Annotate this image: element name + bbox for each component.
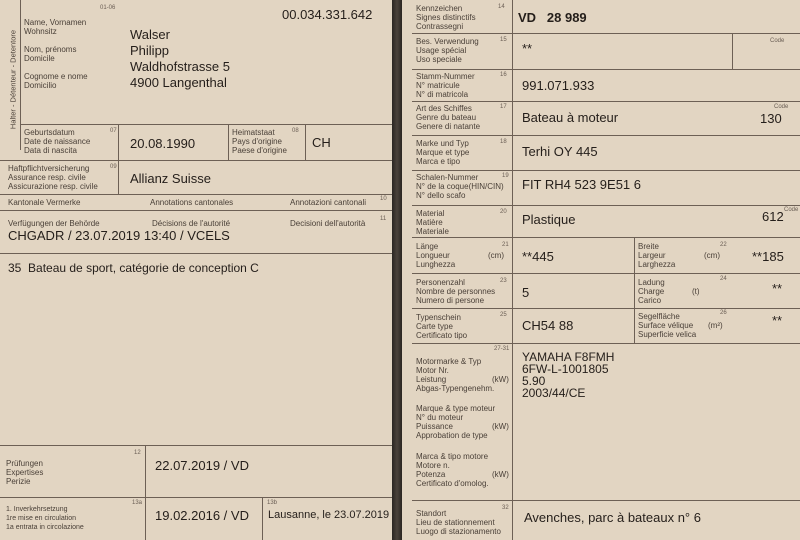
material-code: 612 <box>762 209 784 224</box>
engine-labels-fr: Marque & type moteur N° du moteur Puissance Approbation de type <box>416 404 496 440</box>
engine-number: 6FW-L-1001805 <box>522 362 609 376</box>
cantonal-notes-fr: Annotations cantonales <box>150 198 234 207</box>
authority-decision: CHGADR / 23.07.2019 13:40 / VCELS <box>8 228 230 243</box>
place-date: Lausanne, le 23.07.2019 <box>268 509 390 521</box>
width-unit: (cm) <box>704 251 720 260</box>
margin-line <box>20 0 21 150</box>
type-certificate-label: Typenschein Carte type Certificato tipo <box>416 313 468 340</box>
engine-labels-it: Marca & tipo motore Motore n. Potenza Certificato d'omolog. <box>416 452 489 488</box>
holder-line-3: Waldhofstrasse 5 <box>130 59 230 74</box>
origin-label: Heimatstaat Pays d'origine Paese d'origine <box>232 128 287 155</box>
first-registration-value: 19.02.2016 / VD <box>155 508 249 523</box>
power-unit-it: (kW) <box>492 470 509 479</box>
material-label: Material Matière Materiale <box>416 209 449 236</box>
width-label: Breite Largeur Larghezza <box>638 242 676 269</box>
vertical-holder-label: Halter - Détenteur - Detentore <box>8 29 18 130</box>
load-unit: (t) <box>692 287 700 296</box>
sail-area-label: Segelfläche Surface vélique Superficie velica <box>638 312 697 339</box>
boat-type: Bateau à moteur <box>522 110 619 125</box>
engine-labels-de: Motormarke & Typ Motor Nr. Leistung Abgas-Typengenehm. <box>416 357 495 393</box>
inspection-label: Prüfungen Expertises Perizie <box>6 459 44 486</box>
registration-number-label: Stamm-Nummer N° matricule N° di matricola <box>416 72 475 99</box>
length-unit: (cm) <box>488 251 504 260</box>
decisions-fr: Décisions de l'autorité <box>152 219 231 228</box>
engine-make: YAMAHA F8FMH <box>522 350 615 364</box>
width-value: **185 <box>752 249 784 264</box>
cantonal-notes-de: Kantonale Vermerke <box>8 198 81 207</box>
usage-value: ** <box>522 41 533 56</box>
load-label: Ladung Charge Carico <box>638 278 665 305</box>
decisions-de: Verfügungen der Behörde <box>8 219 100 228</box>
document-number: 00.034.331.642 <box>282 7 373 22</box>
boat-type-label: Art des Schiffes Genre du bateau Genere di natante <box>416 104 481 131</box>
berth-label: Standort Lieu de stationnement Luogo di stazionamento <box>416 509 501 536</box>
berth-value: Avenches, parc à bateaux n° 6 <box>524 510 701 525</box>
decisions-it: Decisioni dell'autorità <box>290 219 366 228</box>
length-label: Länge Longueur Lunghezza <box>416 242 456 269</box>
make-label: Marke und Typ Marque et type Marca e tipo <box>416 139 470 166</box>
holder-name-labels: Name, Vornamen Wohnsitz Nom, prénoms Domicile Cognome e nome Domicilio <box>24 18 88 90</box>
holder-line-4: 4900 Langenthal <box>130 75 227 90</box>
birth-date: 20.08.1990 <box>130 136 196 151</box>
length-value: **445 <box>522 249 554 264</box>
engine-approval: 2003/44/CE <box>522 386 586 400</box>
plate-label: Kennzeichen Signes distinctifs Contrassegni <box>416 4 476 31</box>
power-unit-fr: (kW) <box>492 422 509 431</box>
material-value: Plastique <box>522 212 576 227</box>
holder-page: Halter - Détenteur - Detentore 01-06 00.034.331.642 Name, Vornamen Wohnsitz Nom, prénoms Domicile Cognome e nome Domicilio Walser Philipp Waldhofstrasse 5 4900 Langenthal Geburtsdatum Date de naissance Data di nascita 07 20.08.1990 Heimatstaat Pays d'origine Paese d'origine 08 CH Haftpflichtversicherung Assurance resp. civile Assicurazione resp. civile 09 Allianz Suisse Kantonale Vermerke Annotations cantonales Annotazioni cantonali 10 Verfügungen der Behörde Décisions de l'autorité Decisioni dell'autorità 11 CHGADR / 23.07.2019 13:40 / VCELS 35 Bateau de sport, catégorie de conception C Prüfungen Expertises Perizie 12 22.07.2019 / VD 1. Inverkehrsetzung 1re mise en circulation 1a entrata in circolazione 13a 19.02.2016 / VD 13b Lausanne, le 23.07.2019 <box>0 0 392 540</box>
usage-label: Bes. Verwendung Usage spécial Uso speciale <box>416 37 479 64</box>
power-unit-de: (kW) <box>492 375 509 384</box>
persons-label: Personenzahl Nombre de personnes Numero di persone <box>416 278 496 305</box>
holder-line-2: Philipp <box>130 43 170 58</box>
insurance-value: Allianz Suisse <box>130 171 211 186</box>
boat-type-code: 130 <box>760 111 782 126</box>
sail-unit: (m²) <box>708 321 723 330</box>
type-certificate: CH54 88 <box>522 318 574 333</box>
field-number: 01-06 <box>100 5 116 11</box>
registration-number: 991.071.933 <box>522 78 595 93</box>
engine-power: 5.90 <box>522 374 546 388</box>
inspection-value: 22.07.2019 / VD <box>155 458 249 473</box>
origin-country: CH <box>312 135 331 150</box>
sail-area-value: ** <box>772 313 783 328</box>
holder-line-1: Walser <box>130 27 170 42</box>
plate-value: VD 28 989 <box>518 10 587 25</box>
load-value: ** <box>772 281 783 296</box>
category-text: 35 Bateau de sport, catégorie de conception C <box>8 261 259 275</box>
make-value: Terhi OY 445 <box>522 144 598 159</box>
insurance-label: Haftpflichtversicherung Assurance resp. civile Assicurazione resp. civile <box>8 164 98 191</box>
cantonal-notes-it: Annotazioni cantonali <box>290 198 367 207</box>
persons-value: 5 <box>522 285 530 300</box>
hull-number-label: Schalen-Nummer N° de la coque(HIN/CIN) N° dello scafo <box>416 173 504 200</box>
vessel-page: Kennzeichen Signes distinctifs Contrassegni 14 VD 28 989 Bes. Verwendung Usage spécial Uso speciale 15 ** Code Stamm-Nummer N° matricule N° di matricola 16 991.071.933 Art des Schiffes Genre du bateau Genere di natante 17 Bateau à moteur Code 130 Marke und Typ Marque et type Marca e tipo 18 Terhi OY 445 Schalen-Nummer N° de la coque(HIN/CIN) N° dello scafo 19 FIT RH4 523 9E51 6 Material Matière Materiale 20 Plastique Code 612 Länge Longueur Lunghezza (cm) 21 **445 Breite Largeur Larghezza (cm) 22 **185 Personenzahl Nombre de personnes Numero di persone 23 5 Ladung Charge Carico (t) 24 ** Typenschein Carte type Certificato tipo 25 CH54 88 Segelfläche Surface vélique Superficie velica (m²) 26 ** 27-31 Motormarke & Typ Motor Nr. Leistung Abgas-Typengenehm. (kW) YAMAHA F8FMH 6FW-L-1001805 5.90 2003/44/CE Marque & type moteur N° du moteur Puissance Approbation de type (kW) Marca & tipo motore Motore n. Potenza Certificato d'omolog. (kW) Standort Lieu de stationnement Luogo di stazionamento 32 Avenches, parc à bateaux n° 6 <box>402 0 800 540</box>
book-gutter <box>392 0 402 540</box>
first-registration-label: 1. Inverkehrsetzung 1re mise en circulation 1a entrata in circolazione <box>6 506 84 531</box>
hull-number: FIT RH4 523 9E51 6 <box>522 177 641 192</box>
birth-date-label: Geburtsdatum Date de naissance Data di nascita <box>24 128 91 155</box>
